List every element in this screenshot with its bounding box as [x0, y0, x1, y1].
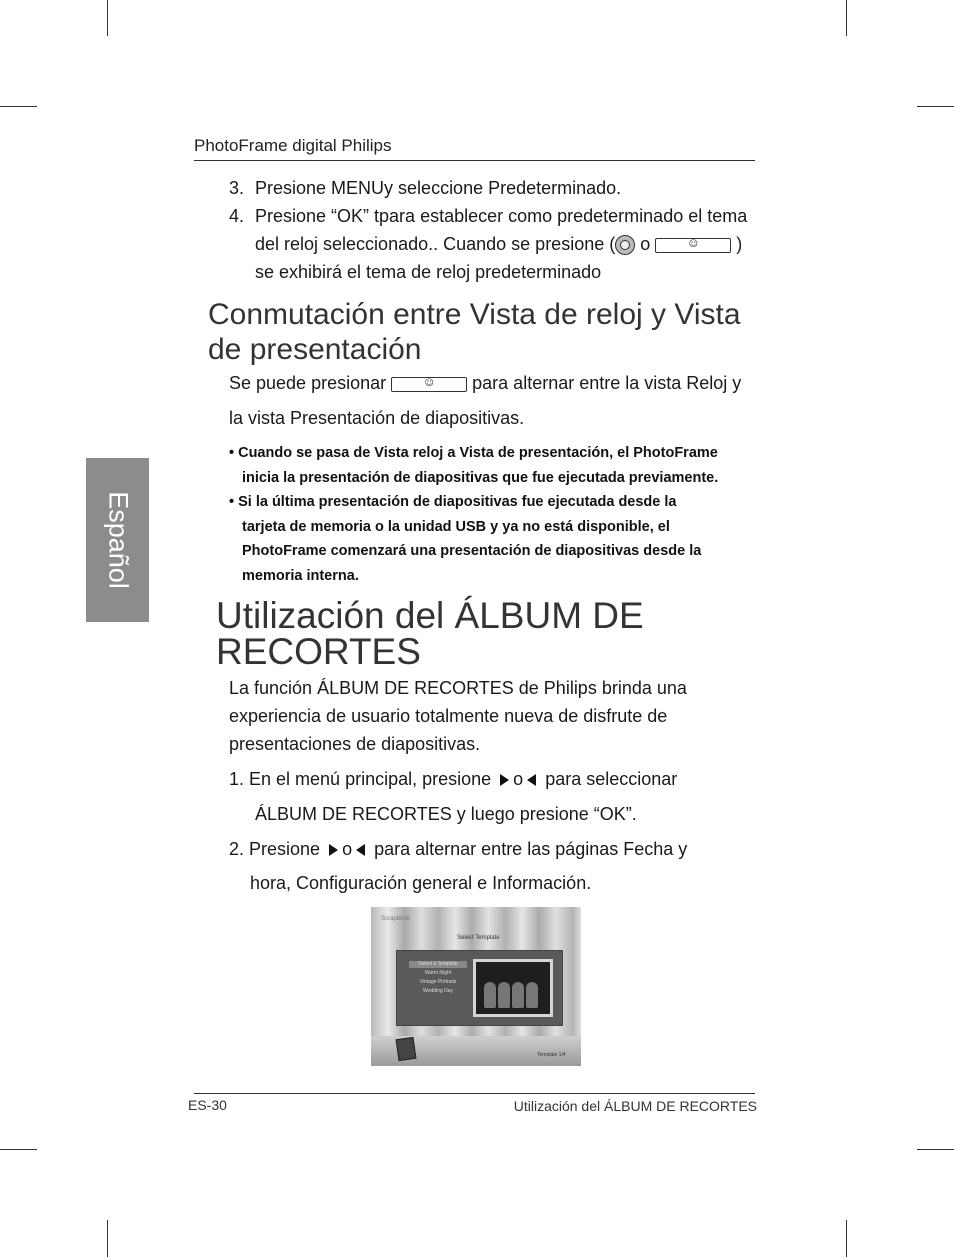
- step-number: 4.: [229, 206, 245, 226]
- language-tab: [86, 458, 149, 622]
- step-number: 3.: [229, 178, 245, 198]
- language-tab-label: Español: [103, 491, 133, 589]
- or-text: o: [513, 769, 524, 789]
- note-line: tarjeta de memoria o la unidad USB y ya no está disponible, el: [242, 518, 670, 535]
- header-rule: [194, 160, 755, 161]
- section1-paragraph: [229, 369, 741, 397]
- footer-rule: [194, 1093, 755, 1094]
- scrapbook-screenshot: [371, 907, 581, 1066]
- crop-mark: [107, 1220, 108, 1257]
- step-text: 1. En el menú principal, presione: [229, 769, 492, 789]
- template-menu-item: Select a Template: [409, 961, 467, 968]
- step-text-part: ): [736, 234, 743, 254]
- scrapbook-icon: [396, 1037, 417, 1061]
- step-text: para alternar entre las páginas Fecha y: [374, 839, 688, 859]
- album-step-2: [229, 835, 687, 863]
- template-menu-item: Warm Night: [424, 970, 452, 976]
- note-line: • Si la última presentación de diapositivas fue ejecutada desde la: [229, 494, 677, 510]
- page-number: ES-30: [188, 1097, 227, 1113]
- crop-mark: [846, 0, 847, 36]
- slideshow-button-icon: [655, 238, 731, 253]
- slideshow-button-icon: [391, 377, 467, 392]
- crop-mark: [0, 106, 37, 107]
- heading-line: RECORTES: [216, 631, 421, 672]
- note-line: memoria interna.: [242, 567, 359, 584]
- screenshot-footer: Template 1/4: [537, 1052, 566, 1058]
- or-text: o: [640, 234, 651, 254]
- right-arrow-icon: [500, 774, 509, 786]
- intro-paragraph: [229, 674, 687, 758]
- step-text: se exhibirá el tema de reloj predeterminado: [255, 262, 602, 282]
- album-step-1-line2: ÁLBUM DE RECORTES y luego presione “OK”.: [255, 804, 637, 824]
- screenshot-app-label: Scrapbook: [381, 916, 410, 922]
- template-preview-photo: [473, 959, 553, 1017]
- crop-mark: [107, 0, 108, 36]
- step-3: [229, 174, 622, 202]
- template-menu-item: Wedding Day: [423, 988, 453, 994]
- step-text: Presione MENUy seleccione Predeterminado.: [255, 178, 622, 198]
- paragraph-line: presentaciones de diapositivas.: [229, 734, 481, 754]
- left-arrow-icon: [527, 774, 536, 786]
- section-heading: [208, 297, 741, 367]
- album-step-1: [229, 765, 677, 793]
- note-line: PhotoFrame comenzará una presentación de diapositivas desde la: [242, 543, 702, 559]
- template-menu-item: Vintage Portraits: [419, 979, 457, 985]
- step-text: para seleccionar: [545, 769, 678, 789]
- section1-paragraph-line2: la vista Presentación de diapositivas.: [229, 408, 525, 428]
- crop-mark: [0, 1149, 37, 1150]
- running-header: PhotoFrame digital Philips: [194, 136, 392, 155]
- paragraph-text: para alternar entre la vista Reloj y: [472, 373, 742, 393]
- step-text: Presione “OK” tpara establecer como predeterminado el tema: [255, 206, 748, 226]
- album-step-2-line2: hora, Configuración general e Información.: [250, 873, 592, 893]
- crop-mark: [917, 106, 954, 107]
- step-text-part: del reloj seleccionado.. Cuando se presione (: [255, 234, 616, 254]
- template-panel: [396, 950, 563, 1026]
- joystick-button-icon: [615, 235, 635, 255]
- note-list: [229, 441, 718, 588]
- left-arrow-icon: [356, 844, 365, 856]
- right-arrow-icon: [329, 844, 338, 856]
- heading-line: Utilización del ÁLBUM DE: [216, 595, 644, 636]
- step-text: 2. Presione: [229, 839, 321, 859]
- or-text: o: [342, 839, 353, 859]
- paragraph-text: Se puede presionar: [229, 373, 387, 393]
- step-text: [255, 230, 747, 258]
- heading-line: Conmutación entre Vista de reloj y Vista: [208, 298, 741, 331]
- heading-line: de presentación: [208, 333, 422, 366]
- crop-mark: [917, 1149, 954, 1150]
- step-4: [229, 202, 774, 282]
- screenshot-title: Select Template: [457, 935, 500, 941]
- paragraph-line: La función ÁLBUM DE RECORTES de Philips brinda una: [229, 678, 687, 698]
- note-line: inicia la presentación de diapositivas que fue ejecutada previamente.: [242, 469, 719, 486]
- note-line: • Cuando se pasa de Vista reloj a Vista de presentación, el PhotoFrame: [229, 445, 718, 461]
- footer-section: Utilización del ÁLBUM DE RECORTES: [513, 1098, 757, 1114]
- chapter-heading: [216, 595, 644, 672]
- paragraph-line: experiencia de usuario totalmente nueva de disfrute de: [229, 706, 668, 726]
- crop-mark: [846, 1220, 847, 1257]
